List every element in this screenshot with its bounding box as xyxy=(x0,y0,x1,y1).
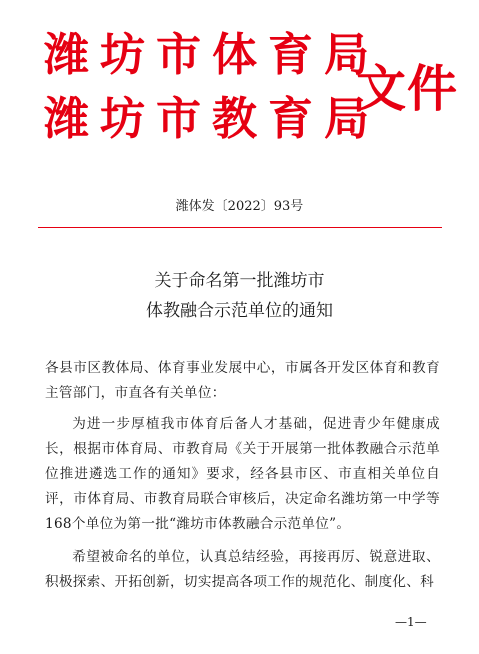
document-number: 潍体发〔2022〕93号 xyxy=(175,199,304,214)
issuer-line-sports-bureau: 潍坊市体育局 xyxy=(44,28,381,81)
red-divider-line xyxy=(38,227,442,228)
page-number: —1— xyxy=(395,615,427,629)
document-title-line-2: 体教融合示范单位的通知 xyxy=(146,301,333,321)
issuer-line-education-bureau: 潍坊市教育局 xyxy=(44,92,381,145)
body-paragraph-2: 希望被命名的单位，认真总结经验，再接再厉、锐意进取、积极探索、开拓创新，切实提高各项工作的规范化、制度化、科 xyxy=(45,549,440,590)
salutation-paragraph: 各县市区教体局、体育事业发展中心，市属各开发区体育和教育主管部门，市直各有关单位： xyxy=(45,360,440,401)
document-title-line-1: 关于命名第一批潍坊市 xyxy=(154,271,325,291)
body-paragraph-1: 为进一步厚植我市体育后备人才基础，促进青少年健康成长，根据市体育局、市教育局《关于开展第一批体教融合示范单位推进遴选工作的通知》要求，经各县市区、市直相关单位自评，市体育局、市教育局联合审核后，决定命名潍坊第一中学等168个单位为第一批“潍坊市体教融合示范单位”。 xyxy=(45,416,440,532)
document-type-label: 文件 xyxy=(356,59,458,118)
